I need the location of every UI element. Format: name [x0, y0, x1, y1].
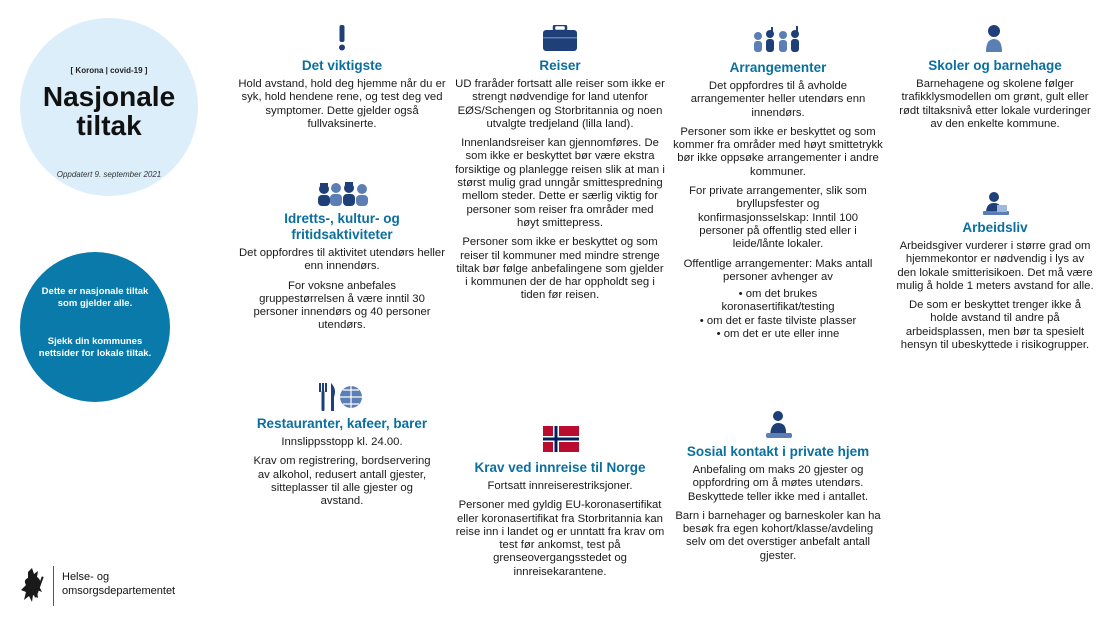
section-innreise-text-2: Personer med gyldig EU-koronasertifikat eller koronasertifikat fra Storbritannia kan reise inn i landet og er unntatt fra krav om test før ankomst, test på grenseovergangsstedet og innreisekarantene.	[455, 499, 665, 578]
page-title-line2: tiltak	[76, 110, 142, 141]
section-idrett	[232, 211, 452, 339]
section-viktigste-text: Hold avstand, hold deg hjemme når du er syk, hold hendene rene, og test deg ved symptomer. Dette gjelder også fullvaksinerte.	[238, 78, 446, 130]
child-icon	[983, 24, 1005, 52]
section-arrangementer-bullet-3: • om det er ute eller inne	[716, 328, 840, 341]
section-idrett-text-1: Det oppfordres til aktivitet utendørs heller enn innendørs.	[239, 247, 445, 273]
section-arrangementer-title: Arrangementer	[729, 60, 827, 75]
person-sitting-icon	[766, 410, 792, 438]
section-idrett-title: Idretts-, kultur- og fritidsaktiviteter	[284, 211, 400, 242]
ministry-name	[62, 570, 175, 598]
section-arrangementer	[672, 60, 884, 341]
page-title-line1: Nasjonale	[42, 81, 176, 112]
section-arbeidsliv-text-1: Arbeidsgiver vurderer i større grad om hjemmekontor er nødvendig i lys av den lokale smitterisikoen. Det må være mulig å holde 1 meters avstand for alle.	[896, 240, 1094, 292]
info-text-national: Dette er nasjonale tiltak som gjelder alle.	[41, 286, 149, 309]
header-tag: [ Korona | covid-19 ]	[70, 66, 148, 75]
crowd-icon	[752, 26, 802, 52]
section-sosial-text-2: Barn i barnehager og barneskoler kan ha besøk fra egen kohort/klasse/avdeling selv om det overstiger anbefalt antall gjester.	[675, 509, 881, 562]
norwegian-lion-coat-of-arms-icon	[20, 568, 46, 604]
ministry-name-line1: Helse- og	[62, 571, 110, 583]
title-circle	[20, 18, 198, 196]
section-viktigste	[232, 58, 452, 137]
section-reiser-text-1: UD fraråder fortsatt alle reiser som ikke er strengt nødvendige for land utenfor EØS/Schengen og Storbritannia og noen utvalgte tredjeland (lilla land).	[455, 78, 665, 130]
section-skoler	[895, 58, 1095, 137]
section-viktigste-title: Det viktigste	[301, 58, 383, 73]
section-innreise	[455, 460, 665, 585]
section-arrangementer-bullet-1: • om det brukes koronasertifikat/testing	[721, 288, 835, 314]
section-reiser-text-3: Personer som ikke er beskyttet og som reiser til kommuner med mindre strenge tiltak bør følge anbefalingene som gjelder i kommunen der de har oppholdt seg i tiden før reisen.	[456, 236, 664, 302]
section-reiser	[455, 58, 665, 309]
section-arbeidsliv-text-2: De som er beskyttet trenger ikke å holde avstand til andre på arbeidsplassen, men bør ta spesielt hensyn til ubeskyttede i risikogrupper.	[900, 299, 1090, 352]
section-reiser-title: Reiser	[539, 58, 581, 73]
section-innreise-text-1: Fortsatt innreiserestriksjoner.	[487, 480, 633, 492]
section-idrett-text-2: For voksne anbefales gruppestørrelsen å være inntil 30 personer innendørs og 40 personer utendørs.	[253, 279, 431, 332]
section-arrangementer-text-3: For private arrangementer, slik som bryllupsfester og konfirmasjonsselskap: Inntil 100 personer på offentlig sted eller i leide/lånte lokaler.	[689, 185, 867, 251]
section-restauranter	[232, 416, 452, 514]
section-arbeidsliv-title: Arbeidsliv	[962, 220, 1028, 235]
exclamation-icon	[336, 25, 348, 51]
section-skoler-text-1: Barnehagene og skolene følger trafikklysmodellen om grønt, gult eller rødt tiltaksnivå etter lokale vurderinger av den enkelte kommune.	[899, 78, 1091, 130]
norway-flag-icon	[543, 426, 579, 452]
section-arrangementer-text-4: Offentlige arrangementer: Maks antall personer avhenger av	[683, 257, 873, 283]
logo-divider	[53, 566, 54, 606]
updated-date: Oppdatert 9. september 2021	[56, 170, 162, 179]
section-reiser-text-2: Innenlandsreiser kan gjennomføres. De som ikke er beskyttet bør være ekstra forsiktige og planlegge reisen slik at man i størst mulig grad unngår smittespredning mellom steder. Dette er særlig viktig for personer som reiser fra områder med høyt smittepress.	[455, 137, 665, 229]
section-skoler-title: Skoler og barnehage	[928, 58, 1062, 73]
group-people-icon	[315, 180, 371, 206]
section-arrangementer-text-2: Personer som ikke er beskyttet og som kommer fra områder med høyt smittetrykk bør ikke oppsøke arrangementer i andre kommuner.	[673, 125, 883, 178]
section-restauranter-title: Restauranter, kafeer, barer	[256, 416, 428, 431]
person-at-desk-icon	[983, 191, 1009, 217]
section-arrangementer-text-1: Det oppfordres til å avholde arrangementer heller utendørs enn innendørs.	[690, 80, 866, 119]
section-sosial-title: Sosial kontakt i private hjem	[686, 444, 870, 459]
suitcase-icon	[543, 25, 577, 51]
page-title	[20, 82, 198, 140]
cutlery-discoball-icon	[317, 383, 363, 411]
section-sosial	[672, 444, 884, 569]
ministry-logo	[18, 562, 208, 610]
section-sosial-text-1: Anbefaling om maks 20 gjester og oppfordring om å møtes utendørs. Beskyttede teller ikke med i antallet.	[687, 464, 869, 503]
section-innreise-title: Krav ved innreise til Norge	[474, 460, 646, 475]
section-arrangementer-bullet-2: • om det er faste tilviste plasser	[699, 314, 857, 327]
info-circle	[20, 252, 170, 402]
section-restauranter-text-2: Krav om registrering, bordservering av alkohol, redusert antall gjester, sitteplasser til alle gjester og avstand.	[253, 455, 431, 508]
section-restauranter-text-1: Innslippsstopp kl. 24.00.	[281, 436, 403, 448]
info-text-local: Sjekk din kommunes nettsider for lokale tiltak.	[38, 336, 152, 359]
ministry-name-line2: omsorgsdepartementet	[62, 585, 176, 597]
section-arbeidsliv	[895, 220, 1095, 358]
